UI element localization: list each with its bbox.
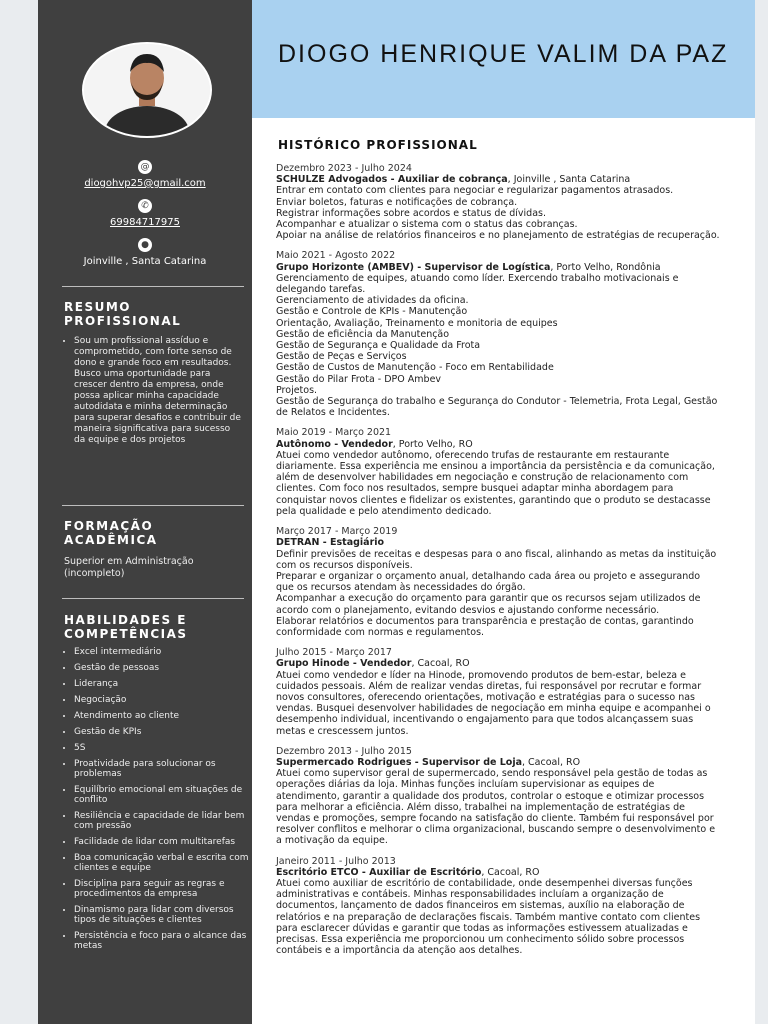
job-company-role: Autônomo - Vendedor xyxy=(276,438,393,450)
profile-photo xyxy=(82,42,212,138)
job-heading xyxy=(276,262,721,273)
job-date: Dezembro 2023 - Julho 2024 xyxy=(276,163,412,174)
job-entry xyxy=(276,250,721,418)
skill-item: • Persistência e foco para o alcance das metas xyxy=(74,931,254,951)
job-place: , Cacoal, RO xyxy=(481,866,540,878)
email-link[interactable]: diogohvp25@gmail.com xyxy=(84,178,206,189)
summary-text: • Sou um profissional assíduo e comprometido, com forte senso de dono e grande foco em resultados. Busco uma oportunidade para crescer dentro da empresa, onde possa aplicar minha capacidade autodidata e minha determinação para superar desafios e contribuir de maneira significativa para sucesso da equipe e dos projetos xyxy=(74,336,244,446)
skill-item: • 5S xyxy=(74,743,254,753)
job-entry xyxy=(276,526,721,638)
job-place: , Cacoal, RO xyxy=(522,756,581,768)
job-description: Entrar em contato com clientes para negociar e regularizar pagamentos atrasados. Enviar boletos, faturas e notificações de cobrança. Registrar informações sobre acordos e status de dívidas. Acompanhar e atualizar o sistema com o status das cobranças. Apoiar na análise de relatórios financeiros e no planejamento de estratégias de recuperação. xyxy=(276,185,720,242)
skill-item: • Negociação xyxy=(74,695,254,705)
contact-location xyxy=(38,238,252,267)
candidate-name: DIOGO HENRIQUE VALIM DA PAZ xyxy=(278,40,729,68)
at-sign-icon: @ xyxy=(138,160,152,174)
background-left xyxy=(0,0,38,1024)
contact-email xyxy=(38,160,252,189)
divider xyxy=(62,286,244,287)
job-heading xyxy=(276,658,721,669)
phone-link[interactable]: 69984717975 xyxy=(110,217,180,228)
job-date: Maio 2021 - Agosto 2022 xyxy=(276,250,396,262)
job-heading xyxy=(276,439,721,450)
job-description: Definir previsões de receitas e despesas para o ano fiscal, alinhando as metas da instituição com os recursos disponíveis. Preparar e organizar o orçamento anual, detalhando cada área ou projeto e assegurando que os recursos atendam às necessidades do órgão. Acompanhar a execução do orçamento para garantir que os recursos sejam utilizados de acordo com o planejamento, evitando desvios e ajustando conforme necessário. Elaborar relatórios e documentos para transparência e prestação de contas, garantindo conformidade com normas e regulamentos. xyxy=(276,548,717,638)
job-entry xyxy=(276,856,721,957)
job-description: Atuei como vendedor e líder na Hinode, promovendo produtos de bem-estar, beleza e cuidados pessoais. Além de realizar vendas diretas, fui responsável por recrutar e formar novos consultores, oferecendo orientações, motivação e estratégias para o sucesso nas vendas. Busquei desenvolver habilidades de negociação em minha equipe e acompanhei o desempenho individual, incentivando o engajamento para que todos alcançassem suas metas e crescessem juntos. xyxy=(276,669,711,737)
job-place: , Joinville , Santa Catarina xyxy=(507,174,631,186)
skill-item: • Gestão de pessoas xyxy=(74,663,254,673)
history-title: HISTÓRICO PROFISSIONAL xyxy=(278,138,478,152)
job-date: Julho 2015 - Março 2017 xyxy=(276,647,392,659)
skill-item: • Equilíbrio emocional em situações de conflito xyxy=(74,785,254,805)
job-description: Gerenciamento de equipes, atuando como líder. Exercendo trabalho motivacionais e delegando tarefas. Gerenciamento de atividades da oficina. Gestão e Controle de KPIs - Manutenção Orientação, Avaliação, Treinamento e monitoria de equipes Gestão de eficiência da Manutenção Gestão de Segurança e Qualidade da Frota Gestão de Peças e Serviços Gestão de Custos de Manutenção - Foco em Rentabilidade Gestão do Pilar Frota - DPO Ambev Projetos. Gestão de Segurança do trabalho e Segurança do Condutor - Telemetria, Frota Legal, Gestão de Relatos e Incidentes. xyxy=(276,272,718,419)
job-company-role: Supermercado Rodrigues - Supervisor de Loja xyxy=(276,756,522,768)
avatar-illustration xyxy=(84,44,210,136)
education-title: FORMAÇÃO ACADÊMICA xyxy=(64,519,158,547)
job-place: , Porto Velho, RO xyxy=(392,438,473,450)
skills-title: HABILIDADES E COMPETÊNCIAS xyxy=(64,613,188,641)
education-text: Superior em Administração (incompleto) xyxy=(64,556,194,579)
skill-item: • Dinamismo para lidar com diversos tipos de situações e clientes xyxy=(74,905,254,925)
job-heading xyxy=(276,867,721,878)
skill-item: • Boa comunicação verbal e escrita com clientes e equipe xyxy=(74,853,254,873)
job-company-role: Grupo Hinode - Vendedor xyxy=(276,658,412,670)
job-entry xyxy=(276,647,721,737)
divider xyxy=(62,598,244,599)
job-date: Maio 2019 - Março 2021 xyxy=(276,427,392,439)
job-heading xyxy=(276,174,721,185)
skill-item: • Facilidade de lidar com multitarefas xyxy=(74,837,254,847)
skill-item: • Liderança xyxy=(74,679,254,689)
job-date: Dezembro 2013 - Julho 2015 xyxy=(276,745,412,757)
contact-phone xyxy=(38,199,252,228)
job-company-role: SCHULZE Advogados - Auxiliar de cobrança xyxy=(276,174,508,186)
job-date: Março 2017 - Março 2019 xyxy=(276,526,398,538)
skills-list xyxy=(62,647,254,957)
job-description: Atuei como auxiliar de escritório de contabilidade, onde desempenhei diversas funções administrativas e contábeis. Minhas responsabilidades incluíam a organização de documentos, lançamento de dados financeiros em sistemas, auxílio na elaboração de relatórios e na preparação de declarações fiscais. Também mantive contato com clientes para esclarecer dúvidas e garantir que todas as informações estivessem atualizadas e precisas. Essa experiência me proporcionou um conhecimento sólido sobre processos contábeis e a importância da atenção aos detalhes. xyxy=(276,877,701,957)
job-date: Janeiro 2011 - Julho 2013 xyxy=(276,855,396,867)
skill-item: • Proatividade para solucionar os problemas xyxy=(74,759,254,779)
job-heading xyxy=(276,537,721,548)
job-entry xyxy=(276,163,721,241)
skill-item: • Atendimento ao cliente xyxy=(74,711,254,721)
job-description: Atuei como vendedor autônomo, oferecendo trufas de restaurante em restaurante diariamente. Essa experiência me ensinou a importância da persistência e da comunicação, além de desenvolver habilidades em negociação e construção de relacionamento com clientes. Com foco nos resultados, sempre busquei adaptar minha abordagem para conquistar novos clientes e fidelizar os existentes, garantindo que o produto se destacasse pela qualidade e pelo atendimento dedicado. xyxy=(276,449,715,517)
summary-list xyxy=(62,336,244,446)
job-list xyxy=(276,163,721,965)
divider xyxy=(62,505,244,506)
job-company-role: Escritório ETCO - Auxiliar de Escritório xyxy=(276,866,482,878)
job-entry xyxy=(276,746,721,847)
location-text: Joinville , Santa Catarina xyxy=(83,256,207,267)
phone-icon: ✆ xyxy=(138,199,152,213)
summary-title: RESUMO PROFISSIONAL xyxy=(64,300,182,328)
skill-item: • Disciplina para seguir as regras e procedimentos da empresa xyxy=(74,879,254,899)
job-place: , Cacoal, RO xyxy=(411,658,470,670)
job-company-role: DETRAN - Estagiário xyxy=(276,537,385,549)
job-heading xyxy=(276,757,721,768)
skill-item: • Excel intermediário xyxy=(74,647,254,657)
location-pin-icon: ● xyxy=(138,238,152,252)
job-entry xyxy=(276,427,721,517)
job-company-role: Grupo Horizonte (AMBEV) - Supervisor de Logística xyxy=(276,261,551,273)
skill-item: • Resiliência e capacidade de lidar bem com pressão xyxy=(74,811,254,831)
job-place: , Porto Velho, Rondônia xyxy=(550,261,661,273)
skill-item: • Gestão de KPIs xyxy=(74,727,254,737)
job-description: Atuei como supervisor geral de supermercado, sendo responsável pela gestão de todas as operações diárias da loja. Minhas funções incluíam supervisionar as equipes de atendimento, garantir a qualidade dos produtos, controlar o estoque e otimizar processos para melhorar a eficiência. Além disso, trabalhei na implementação de estratégias de vendas e promoções, sempre focando na satisfação do cliente. Também fui responsável por resolver conflitos e melhorar o clima organizacional, buscando sempre o desenvolvimento e a motivação da equipe. xyxy=(276,768,716,847)
